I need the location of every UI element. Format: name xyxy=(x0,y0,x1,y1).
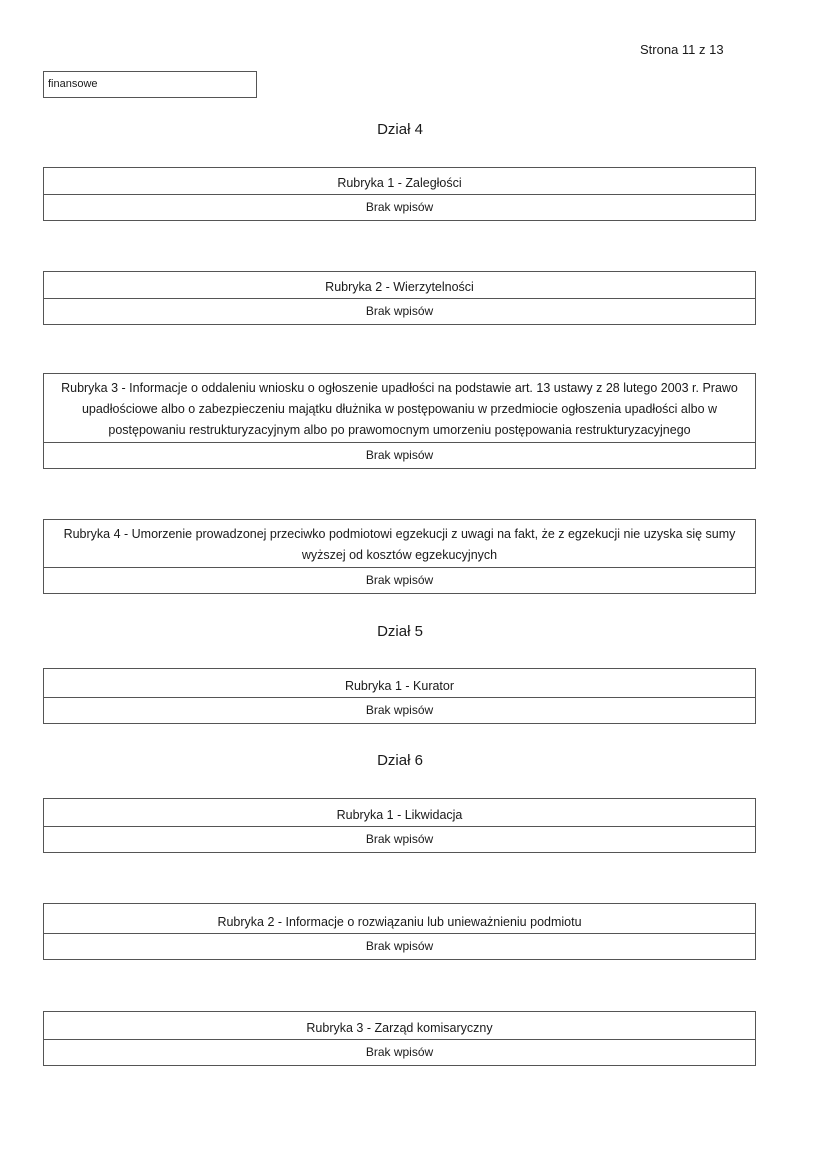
rubric-title: Rubryka 4 - Umorzenie prowadzonej przeciwko podmiotowi egzekucji z uwagi na fakt, że z egzekucji nie uzyska się sumy wyższej od kosztów egzekucyjnych xyxy=(44,520,755,568)
rubric-dzial6-1 xyxy=(43,798,756,853)
rubric-title: Rubryka 1 - Zaległości xyxy=(44,168,755,195)
rubric-title: Rubryka 2 - Wierzytelności xyxy=(44,272,755,299)
rubric-title: Rubryka 2 - Informacje o rozwiązaniu lub unieważnieniu podmiotu xyxy=(44,904,755,934)
rubric-value: Brak wpisów xyxy=(365,200,434,214)
rubric-dzial4-4 xyxy=(43,519,756,594)
rubric-value: Brak wpisów xyxy=(365,1045,434,1059)
rubric-title: Rubryka 1 - Likwidacja xyxy=(44,799,755,827)
section-title-dzial-5: Dział 5 xyxy=(377,623,423,640)
section-title-dzial-4: Dział 4 xyxy=(377,121,423,138)
fragment-box: finansowe xyxy=(43,71,257,98)
rubric-value: Brak wpisów xyxy=(365,703,434,717)
section-title-dzial-6: Dział 6 xyxy=(377,752,423,769)
rubric-dzial4-1 xyxy=(43,167,756,221)
rubric-dzial4-2 xyxy=(43,271,756,325)
rubric-value: Brak wpisów xyxy=(365,573,434,587)
rubric-value: Brak wpisów xyxy=(365,448,434,462)
rubric-value: Brak wpisów xyxy=(365,939,434,953)
page-number: Strona 11 z 13 xyxy=(640,42,724,57)
rubric-dzial6-3 xyxy=(43,1011,756,1066)
rubric-title: Rubryka 1 - Kurator xyxy=(44,669,755,698)
rubric-dzial6-2 xyxy=(43,903,756,960)
rubric-dzial5-1 xyxy=(43,668,756,724)
rubric-dzial4-3 xyxy=(43,373,756,469)
rubric-value: Brak wpisów xyxy=(365,832,434,846)
rubric-title: Rubryka 3 - Informacje o oddaleniu wniosku o ogłoszenie upadłości na podstawie art. 13 ustawy z 28 lutego 2003 r. Prawo upadłościowe albo o zabezpieczeniu majątku dłużnika w postępowaniu w przedmiocie ogłoszenia upadłości albo w postępowaniu restrukturyzacyjnym albo po prawomocnym umorzeniu postępowania restrukturyzacyjnego xyxy=(44,374,755,443)
rubric-title: Rubryka 3 - Zarząd komisaryczny xyxy=(44,1012,755,1040)
rubric-value: Brak wpisów xyxy=(365,304,434,318)
